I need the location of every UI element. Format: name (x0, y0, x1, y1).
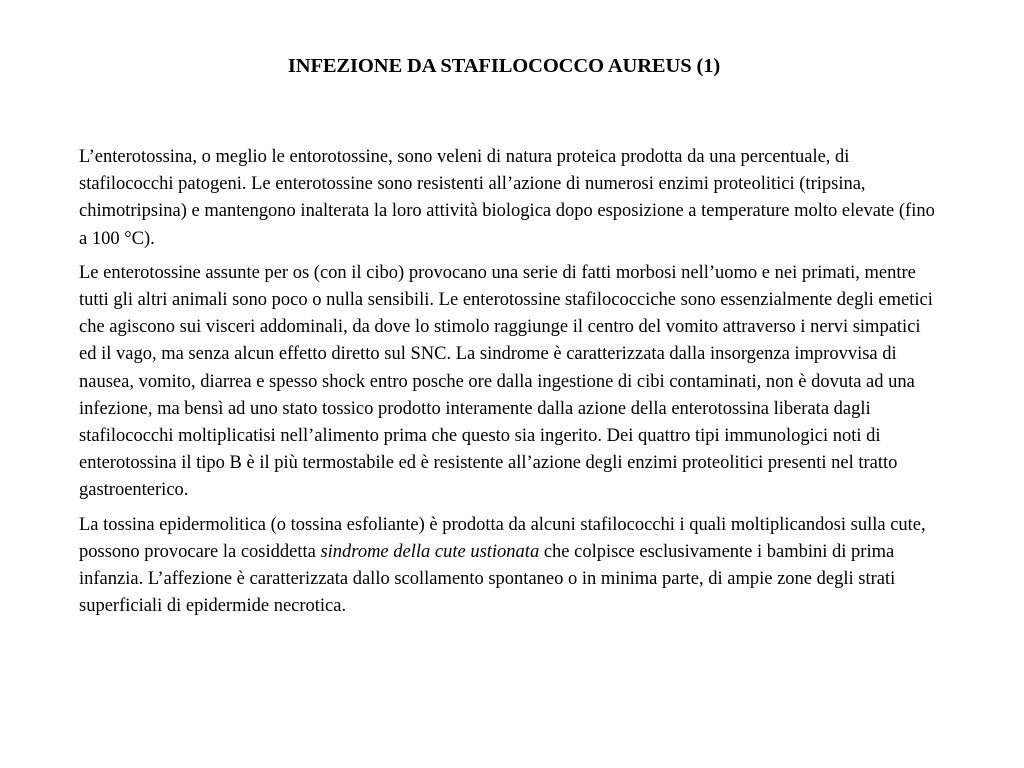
slide-body (79, 144, 939, 627)
paragraph-text-after: che colpisce esclusivamente i bambini di prima infanzia. L’affezione è caratterizzata dallo scollamento spontaneo o in minima parte, di ampie zone degli strati superficiali di epidermide necrotica. (79, 541, 896, 617)
slide-title: INFEZIONE DA STAFILOCOCCO AUREUS (1) (287, 55, 721, 77)
paragraph-enterotoxin-effects: Le enterotossine assunte per os (con il cibo) provocano una serie di fatti morbosi nell’uomo e nei primati, mentre tutti gli altri animali sono poco o nulla sensibili. Le enterotossine stafilococciche sono essenzialmente degli emetici che agiscono sui visceri addominali, da dove lo stimolo raggiunge il centro del vomito attraverso i nervi simpatici ed il vago, ma senza alcun effetto diretto sul SNC. La sindrome è caratterizzata dalla insorgenza improvvisa di nausea, vomito, diarrea e spesso shock entro posche ore dalla ingestione di cibi contaminati, non è dovuta ad una infezione, ma bensì ad uno stato tossico prodotto interamente dalla azione della enterotossina liberata dagli stafilococchi moltiplicatisi nell’alimento prima che questo sia ingerito. Dei quattro tipi immunologici noti di enterotossina il tipo B è il più termostabile ed è resistente all’azione degli enzimi proteolitici presenti nel tratto gastroenterico. (79, 262, 933, 501)
paragraph-text-before: La tossina epidermolitica (o tossina esfoliante) è prodotta da alcuni stafilococchi i quali moltiplicandosi sulla cute, possono provocare la cosiddetta (79, 514, 926, 562)
italic-syndrome-name: sindrome della cute ustionata (320, 541, 540, 562)
paragraph-epidermolytic-toxin (79, 512, 939, 621)
paragraph-enterotoxin-intro: L’enterotossina, o meglio le entorotossine, sono veleni di natura proteica prodotta da una percentuale, di stafilococchi patogeni. Le enterotossine sono resistenti all’azione di numerosi enzimi proteolitici (tripsina, chimotripsina) e mantengono inalterata la loro attività biologica dopo esposizione a temperature molto elevate (fino a 100 °C). (79, 147, 935, 249)
